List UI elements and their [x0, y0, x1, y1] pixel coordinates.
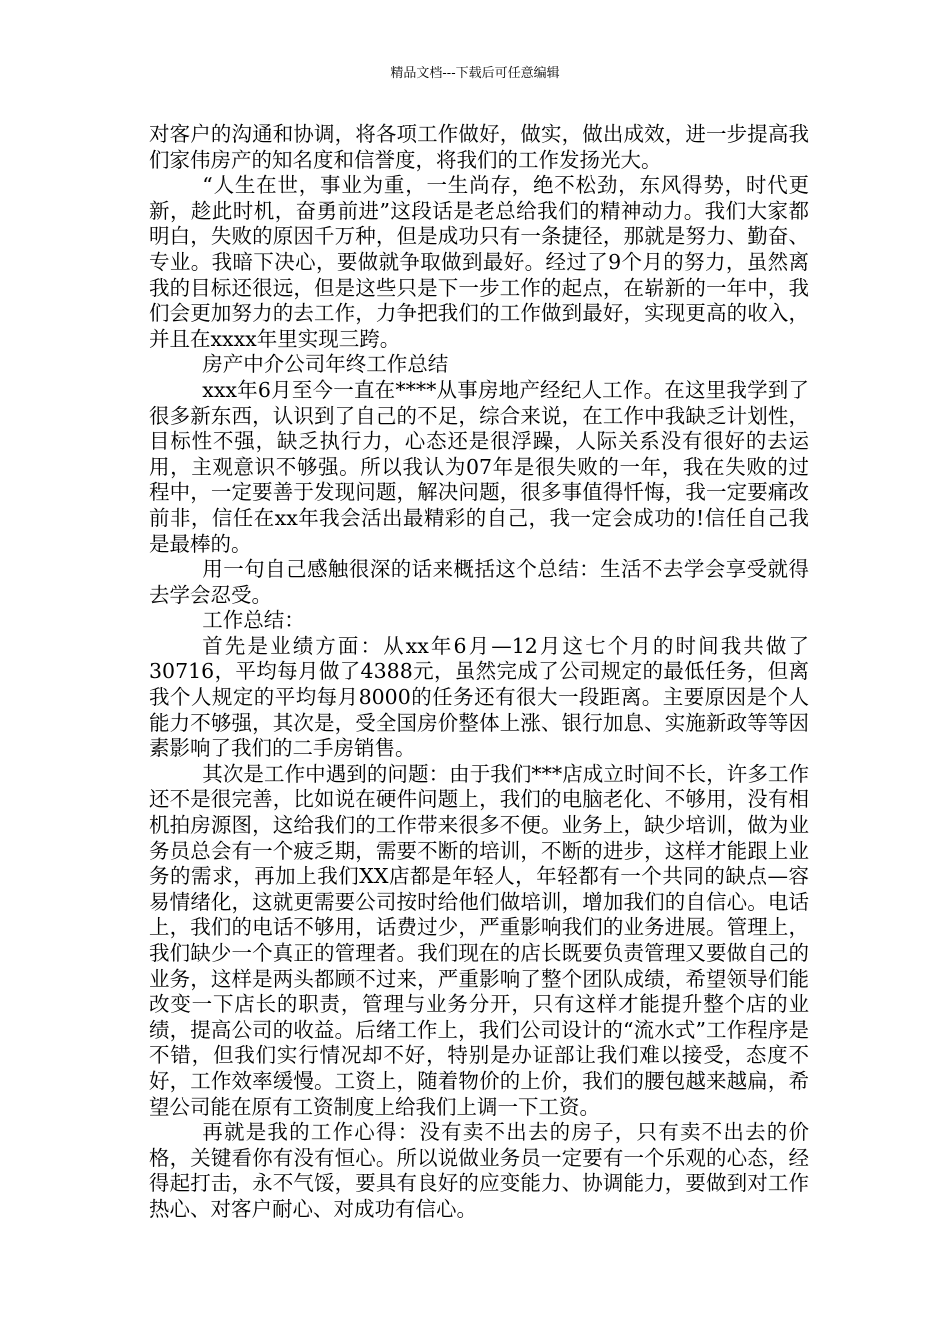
paragraph-2: “人生在世，事业为重，一生尚存，绝不松劲，东风得势，时代更新，趁此时机，奋勇前进”这段话是老总给我们的精神动力。我们大家都明白，失败的原因千万种，但是成功只有一条捷径，那就是努力、勤奋、专业。我暗下决心，要做就争取做到最好。经过了9个月的努力，虽然离我的目标还很远，但是这些只是下一步工作的起点，在崭新的一年中，我们会更加努力的去工作，力争把我们的工作做到最好，实现更高的收入，并且在xxxx年里实现三跨。 [149, 173, 809, 351]
paragraph-6: 其次是工作中遇到的问题：由于我们***店成立时间不长，许多工作还不是很完善，比如说在硬件问题上，我们的电脑老化、不够用，没有相机拍房源图，这给我们的工作带来很多不便。业务上，缺少培训，做为业务员总会有一个疲乏期，需要不断的培训，不断的进步，这样才能跟上业务的需求，再加上我们XX店都是年轻人，年轻都有一个共同的缺点—容易情绪化，这就更需要公司按时给他们做培训，增加我们的自信心。电话上，我们的电话不够用，话费过少，严重影响我们的业务进展。管理上，我们缺少一个真正的管理者。我们现在的店长既要负责管理又要做自己的业务，这样是两头都顾不过来，严重影响了整个团队成绩，希望领导们能改变一下店长的职责，管理与业务分开，只有这样才能提升整个店的业绩，提高公司的收益。后绪工作上，我们公司设计的“流水式”工作程序是不错，但我们实行情况却不好，特别是办证部让我们难以接受，态度不好，工作效率缓慢。工资上，随着物价的上价，我们的腰包越来越扁，希望公司能在原有工资制度上给我们上调一下工资。 [149, 761, 809, 1119]
paragraph-7: 再就是我的工作心得：没有卖不出去的房子，只有卖不出去的价格，关键看你有没有恒心。所以说做业务员一定要有一个乐观的心态，经得起打击，永不气馁，要具有良好的应变能力、协调能力，要做到对工作热心、对客户耐心、对成功有信心。 [149, 1120, 809, 1221]
subheading-work-summary: 工作总结： [202, 608, 305, 633]
paragraph-3: xxx年6月至今一直在****从事房地产经纪人工作。在这里我学到了很多新东西，认识到了自己的不足，综合来说，在工作中我缺乏计划性，目标性不强，缺乏执行力，心态还是很浮躁，人际关系没有很好的去运用，主观意识不够强。所以我认为07年是很失败的一年，我在失败的过程中，一定要善于发现问题，解决问题，很多事值得忏悔，我一定要痛改前非，信任在xx年我会活出最精彩的自己，我一定会成功的!信任自己我是最棒的。 [149, 377, 809, 556]
paragraph-4: 用一句自己感触很深的话来概括这个总结：生活不去学会享受就得去学会忍受。 [149, 557, 809, 607]
section-title: 房产中介公司年终工作总结 [202, 352, 449, 377]
page-header: 精品文档---下载后可任意编辑 [390, 66, 560, 81]
paragraph-1: 对客户的沟通和协调，将各项工作做好，做实，做出成效，进一步提高我们家伟房产的知名度和信誉度，将我们的工作发扬光大。 [149, 122, 809, 172]
document-body [149, 122, 809, 1223]
paragraph-5: 首先是业绩方面：从xx年6月—12月这七个月的时间我共做了30716，平均每月做了4388元，虽然完成了公司规定的最低任务，但离我个人规定的平均每月8000的任务还有很大一段距离。主要原因是个人能力不够强，其次是，受全国房价整体上涨、银行加息、实施新政等等因素影响了我们的二手房销售。 [149, 633, 809, 761]
